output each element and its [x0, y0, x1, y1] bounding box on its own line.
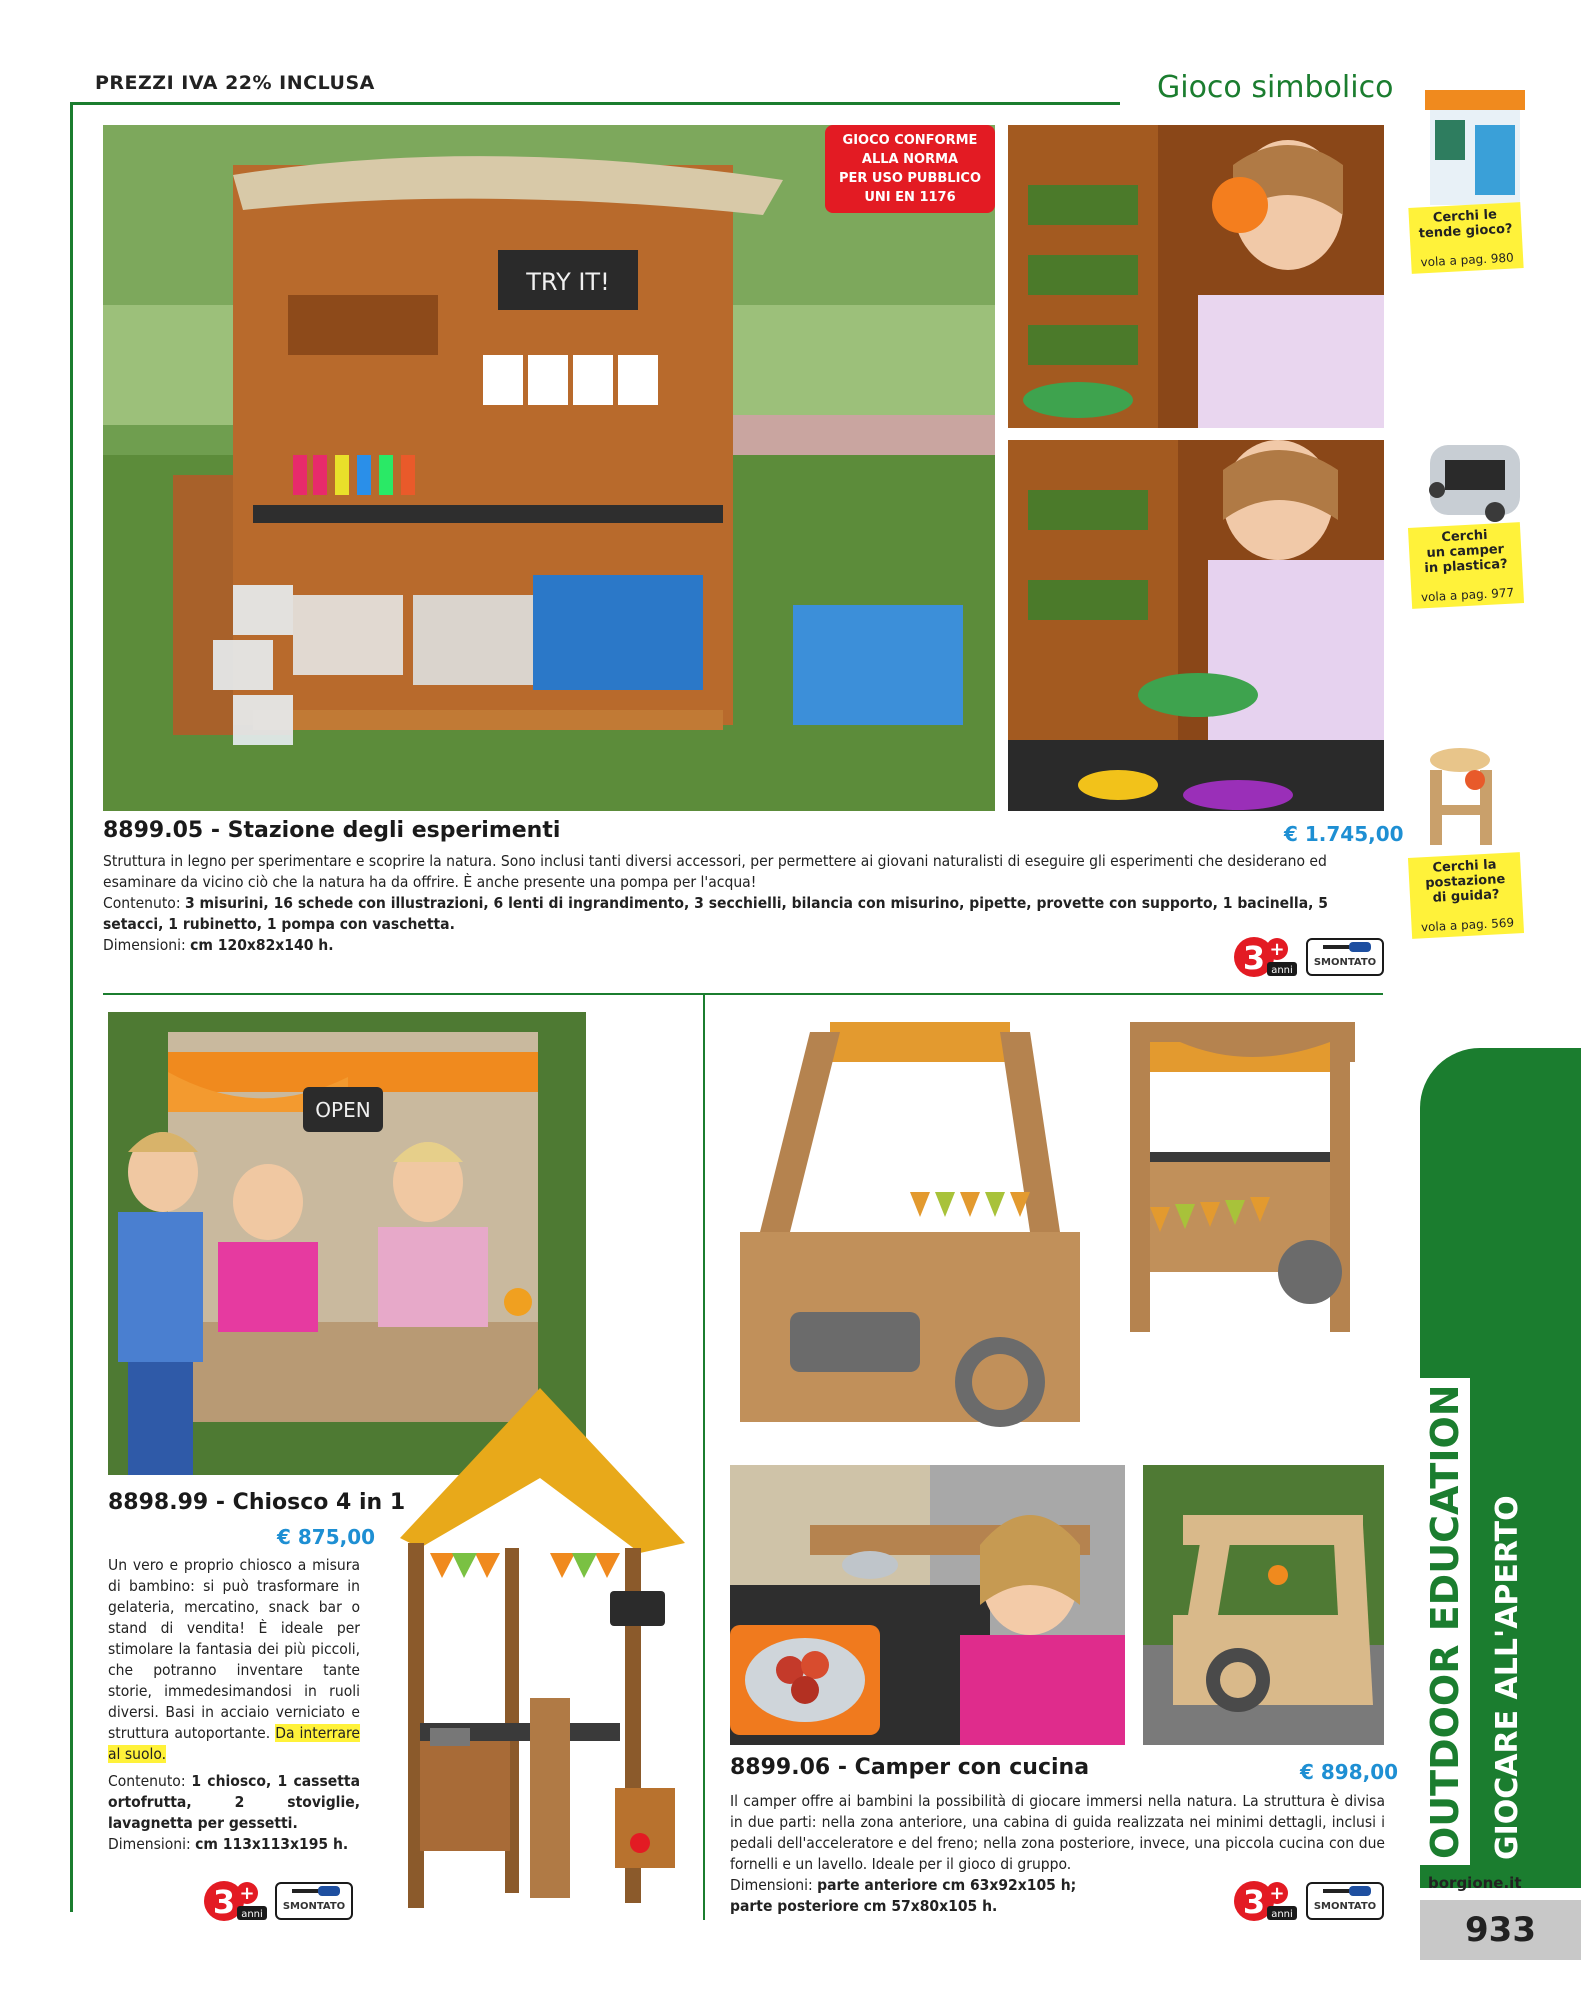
- kiosk-name: Chiosco 4 in 1: [232, 1490, 406, 1515]
- station-name: Stazione degli esperimenti: [227, 818, 561, 843]
- vat-notice: PREZZI IVA 22% INCLUSA: [95, 72, 375, 94]
- unassembled-badge: [1306, 938, 1384, 976]
- note-line: Cerchi: [1441, 527, 1488, 546]
- kiosk-product-photo: [400, 1378, 685, 1913]
- age-3-plus-icon: [1233, 936, 1297, 978]
- station-description-text: Struttura in legno per sperimentare e scoprire la natura. Sono inclusi tanti diversi accessori, per permettere ai giovani naturalisti di eseguire gli esperimenti che desiderano ed esaminare da vicino ciò che la natura ha da offrire. È anche presente una pompa per l'acqua!: [103, 852, 1327, 891]
- norm-badge-line: ALLA NORMA: [861, 152, 959, 167]
- camper-code: 8899.06: [730, 1755, 831, 1780]
- dimensions-label: Dimensioni:: [103, 936, 186, 954]
- note-tents[interactable]: [1408, 202, 1523, 274]
- norm-badge-line: GIOCO CONFORME: [842, 133, 978, 148]
- website[interactable]: borgione.it: [1428, 1874, 1522, 1892]
- note-page-link[interactable]: vola a pag. 977: [1420, 585, 1515, 605]
- station-dimensions: [103, 935, 1383, 956]
- station-description: [103, 851, 1383, 956]
- section-rule: [103, 993, 1383, 995]
- note-page-link[interactable]: vola a pag. 569: [1420, 915, 1515, 935]
- age-3-plus-icon: [203, 1880, 267, 1922]
- dimensions-back: parte posteriore cm 57x80x105 h.: [730, 1897, 998, 1915]
- contents-value: 1 chiosco, 1 cassetta ortofrutta, 2 stoviglie, lavagnetta per gessetti.: [108, 1772, 360, 1832]
- norm-badge-line: PER USO PUBBLICO: [838, 171, 982, 186]
- svg-text:3: 3: [1242, 1883, 1266, 1921]
- svg-text:anni: anni: [1271, 1909, 1293, 1920]
- svg-text:+: +: [1269, 1883, 1285, 1904]
- try-it-text: TRY IT!: [526, 268, 610, 296]
- dimensions-front: parte anteriore cm 63x92x105 h;: [817, 1876, 1077, 1894]
- svg-text:anni: anni: [241, 1909, 263, 1920]
- tent-thumbnail: [1420, 85, 1530, 210]
- dimensions-label: Dimensioni:: [730, 1876, 813, 1894]
- section-label: OUTDOOR EDUCATION: [1420, 1378, 1470, 1865]
- unassembled-label: SMONTATO: [1313, 1901, 1377, 1912]
- camper-title: [730, 1755, 1089, 1780]
- subsection-label: GIOCARE ALL'APERTO: [1490, 1495, 1525, 1860]
- note-line: Cerchi le: [1432, 207, 1498, 226]
- kiosk-code: 8898.99: [108, 1490, 209, 1515]
- screwdriver-icon: [1315, 940, 1375, 954]
- title-separator: -: [215, 1490, 233, 1515]
- age-3-plus-icon: [1233, 1880, 1297, 1922]
- title-separator: -: [210, 818, 228, 843]
- note-line: postazione: [1424, 871, 1506, 892]
- page-number: 933: [1420, 1900, 1581, 1960]
- norm-badge-line: UNI EN 1176: [864, 190, 956, 205]
- note-line: in plastica?: [1424, 556, 1508, 577]
- svg-text:anni: anni: [1271, 965, 1293, 976]
- station-girl-leaf-photo: [1008, 125, 1384, 428]
- dimensions-label: Dimensioni:: [108, 1835, 191, 1853]
- station-price: € 1.745,00: [1284, 822, 1404, 846]
- kiosk-contents: [108, 1771, 360, 1834]
- svg-text:3: 3: [212, 1883, 236, 1921]
- station-girl-pouring-photo: [1008, 440, 1384, 811]
- column-rule: [703, 995, 705, 1920]
- note-camper[interactable]: [1408, 522, 1524, 609]
- note-line: un camper: [1426, 541, 1505, 562]
- svg-text:+: +: [1269, 939, 1285, 960]
- kiosk-description: [108, 1555, 360, 1855]
- camper-plastic-thumbnail: [1415, 440, 1525, 525]
- station-title: [103, 818, 560, 843]
- dimensions-value: cm 113x113x195 h.: [195, 1835, 349, 1853]
- svg-text:3: 3: [1242, 939, 1266, 977]
- screwdriver-icon: [284, 1884, 344, 1898]
- svg-text:+: +: [239, 1883, 255, 1904]
- driving-station-thumbnail: [1420, 745, 1510, 850]
- note-line: di guida?: [1432, 887, 1500, 906]
- category-title: Gioco simbolico: [1157, 70, 1394, 105]
- note-line: Cerchi la: [1432, 857, 1497, 876]
- camper-girl-kitchen-photo: [730, 1465, 1125, 1745]
- left-rule: [70, 102, 73, 1912]
- camper-outdoor-photo: [1143, 1465, 1384, 1745]
- unassembled-badge: [1306, 1882, 1384, 1920]
- station-code: 8899.05: [103, 818, 204, 843]
- header-rule: [70, 102, 1120, 105]
- contents-label: Contenuto:: [103, 894, 181, 912]
- unassembled-label: SMONTATO: [1313, 957, 1377, 968]
- contents-value: 3 misurini, 16 schede con illustrazioni, 6 lenti di ingrandimento, 3 secchielli, bilancia con misurino, pipette, provette con supporto, 1 bacinella, 5 setacci, 1 rubinetto, 1 pompa con vaschetta.: [103, 894, 1328, 933]
- open-sign-text: OPEN: [315, 1098, 371, 1122]
- kiosk-highlight: Da interrare al suolo.: [108, 1724, 360, 1763]
- dimensions-value: cm 120x82x140 h.: [190, 936, 334, 954]
- station-contents: [103, 893, 1383, 935]
- station-main-photo: [103, 125, 995, 811]
- contents-label: Contenuto:: [108, 1772, 186, 1790]
- camper-product-photo: [730, 1012, 1380, 1462]
- kiosk-title: [108, 1490, 405, 1515]
- screwdriver-icon: [1315, 1884, 1375, 1898]
- note-page-link[interactable]: vola a pag. 980: [1420, 250, 1515, 270]
- unassembled-label: SMONTATO: [282, 1901, 346, 1912]
- unassembled-badge: [275, 1882, 353, 1920]
- camper-price: € 898,00: [1300, 1760, 1399, 1784]
- kiosk-description-text: Un vero e proprio chiosco a misura di bambino: si può trasformare in gelateria, mercatino, snack bar o stand di vendita! È ideale per stimolare la fantasia dei più piccoli, che potranno inventare tante storie, immedesimandosi in ruoli diversi. Basi in acciaio verniciato e struttura autoportante.: [108, 1556, 360, 1742]
- title-separator: -: [837, 1755, 855, 1780]
- camper-name: Camper con cucina: [854, 1755, 1090, 1780]
- note-line: tende gioco?: [1418, 221, 1513, 242]
- kiosk-price: € 875,00: [277, 1525, 376, 1549]
- norm-badge: [825, 125, 995, 213]
- camper-description-text: Il camper offre ai bambini la possibilità di giocare immersi nella natura. La struttura è divisa in due parti: nella zona anteriore, una cabina di guida realizzata nei minimi dettagli, inclusi i pedali dell'acceleratore e del freno; nella zona posteriore, invece, una piccola cucina con due fornelli e un lavello. Ideale per il gioco di gruppo.: [730, 1792, 1385, 1873]
- note-driving-station[interactable]: [1408, 852, 1524, 939]
- kiosk-dimensions: [108, 1834, 360, 1855]
